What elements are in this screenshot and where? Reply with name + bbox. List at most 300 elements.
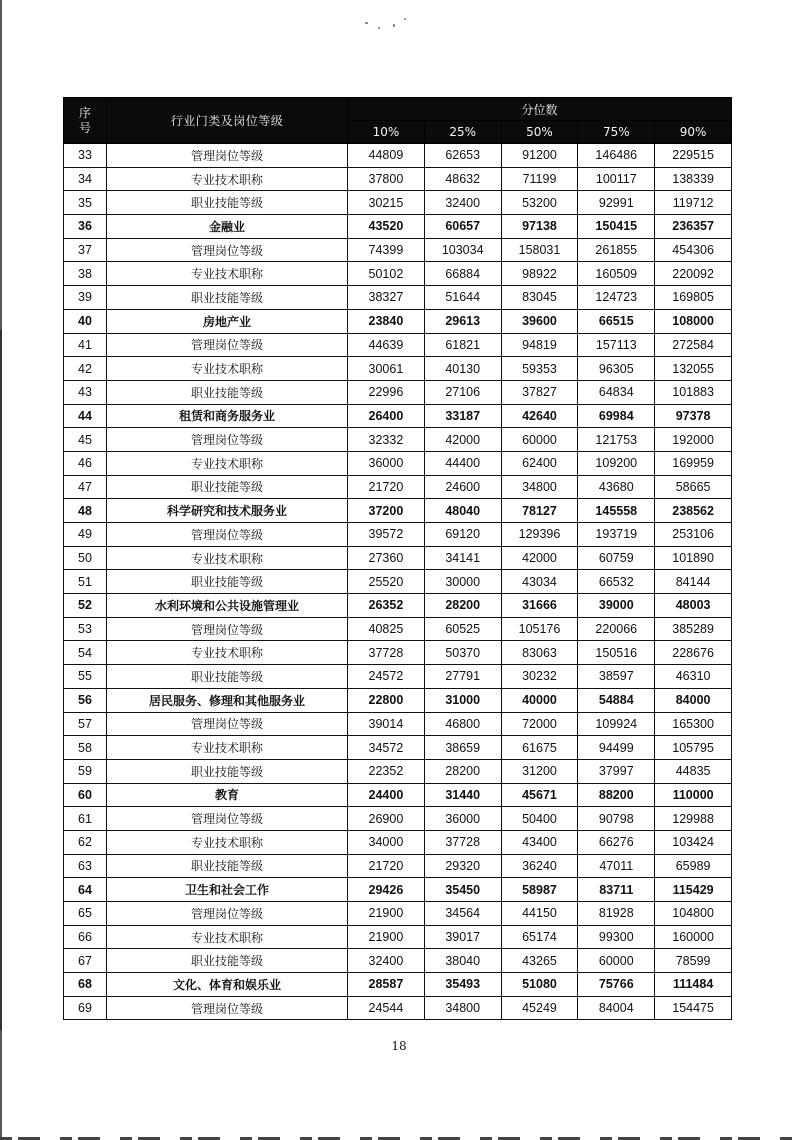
cell-p25: 50370 <box>424 641 501 665</box>
cell-p50: 83063 <box>501 641 578 665</box>
row-seq: 35 <box>64 191 107 215</box>
row-name: 职业技能等级 <box>107 380 348 404</box>
row-seq: 45 <box>64 428 107 452</box>
cell-p50: 97138 <box>501 215 578 239</box>
table-row <box>64 286 732 310</box>
row-name: 科学研究和技术服务业 <box>107 499 348 523</box>
cell-p25: 37728 <box>424 830 501 854</box>
row-seq: 59 <box>64 759 107 783</box>
cell-p50: 72000 <box>501 712 578 736</box>
table-header <box>64 98 732 144</box>
cell-p25: 38659 <box>424 736 501 760</box>
cell-p25: 28200 <box>424 594 501 618</box>
cell-p10: 32400 <box>348 949 425 973</box>
row-name: 专业技术职称 <box>107 925 348 949</box>
cell-p90: 115429 <box>655 878 732 902</box>
cell-p10: 24572 <box>348 665 425 689</box>
cell-p50: 61675 <box>501 736 578 760</box>
table-row <box>64 451 732 475</box>
cell-p50: 105176 <box>501 617 578 641</box>
cell-p90: 105795 <box>655 736 732 760</box>
industry-category-row <box>64 594 732 618</box>
cell-p75: 99300 <box>578 925 655 949</box>
cell-p90: 236357 <box>655 215 732 239</box>
cell-p75: 54884 <box>578 688 655 712</box>
cell-p50: 37827 <box>501 380 578 404</box>
cell-p90: 385289 <box>655 617 732 641</box>
cell-p10: 37200 <box>348 499 425 523</box>
cell-p50: 44150 <box>501 902 578 926</box>
cell-p25: 32400 <box>424 191 501 215</box>
cell-p90: 65989 <box>655 854 732 878</box>
cell-p75: 160509 <box>578 262 655 286</box>
page-number: 18 <box>391 1039 407 1053</box>
cell-p75: 37997 <box>578 759 655 783</box>
row-name: 专业技术职称 <box>107 357 348 381</box>
cell-p25: 103034 <box>424 238 501 262</box>
row-seq: 58 <box>64 736 107 760</box>
cell-p10: 25520 <box>348 570 425 594</box>
wage-percentile-table <box>63 97 732 1020</box>
cell-p25: 33187 <box>424 404 501 428</box>
cell-p10: 21720 <box>348 854 425 878</box>
cell-p50: 94819 <box>501 333 578 357</box>
cell-p75: 47011 <box>578 854 655 878</box>
row-name: 管理岗位等级 <box>107 144 348 168</box>
row-seq: 33 <box>64 144 107 168</box>
cell-p10: 36000 <box>348 451 425 475</box>
row-name: 管理岗位等级 <box>107 807 348 831</box>
table-row <box>64 475 732 499</box>
row-name: 专业技术职称 <box>107 167 348 191</box>
cell-p25: 66884 <box>424 262 501 286</box>
cell-p25: 27791 <box>424 665 501 689</box>
header-p90: 90% <box>655 121 732 144</box>
cell-p90: 119712 <box>655 191 732 215</box>
row-name: 金融业 <box>107 215 348 239</box>
cell-p10: 34572 <box>348 736 425 760</box>
industry-category-row <box>64 404 732 428</box>
row-name: 专业技术职称 <box>107 830 348 854</box>
cell-p75: 109200 <box>578 451 655 475</box>
cell-p10: 21900 <box>348 902 425 926</box>
cell-p75: 90798 <box>578 807 655 831</box>
table-row <box>64 925 732 949</box>
cell-p50: 30232 <box>501 665 578 689</box>
cell-p50: 58987 <box>501 878 578 902</box>
table-row <box>64 144 732 168</box>
cell-p10: 74399 <box>348 238 425 262</box>
cell-p90: 111484 <box>655 973 732 997</box>
cell-p50: 43400 <box>501 830 578 854</box>
cell-p50: 83045 <box>501 286 578 310</box>
cell-p50: 31200 <box>501 759 578 783</box>
cell-p10: 30061 <box>348 357 425 381</box>
row-name: 管理岗位等级 <box>107 996 348 1020</box>
cell-p10: 39014 <box>348 712 425 736</box>
cell-p90: 101883 <box>655 380 732 404</box>
cell-p75: 261855 <box>578 238 655 262</box>
cell-p50: 34800 <box>501 475 578 499</box>
cell-p25: 34564 <box>424 902 501 926</box>
cell-p25: 29613 <box>424 309 501 333</box>
table-row <box>64 902 732 926</box>
header-seq: 序 号 <box>64 98 107 144</box>
row-name: 专业技术职称 <box>107 451 348 475</box>
cell-p75: 60000 <box>578 949 655 973</box>
cell-p75: 94499 <box>578 736 655 760</box>
cell-p90: 220092 <box>655 262 732 286</box>
scan-speck <box>378 27 380 29</box>
cell-p75: 69984 <box>578 404 655 428</box>
cell-p75: 66532 <box>578 570 655 594</box>
cell-p50: 51080 <box>501 973 578 997</box>
cell-p10: 39572 <box>348 523 425 547</box>
cell-p50: 43034 <box>501 570 578 594</box>
table-row <box>64 428 732 452</box>
cell-p10: 44809 <box>348 144 425 168</box>
cell-p25: 36000 <box>424 807 501 831</box>
row-name: 房地产业 <box>107 309 348 333</box>
cell-p25: 60657 <box>424 215 501 239</box>
cell-p90: 46310 <box>655 665 732 689</box>
cell-p50: 98922 <box>501 262 578 286</box>
cell-p75: 220066 <box>578 617 655 641</box>
scan-speck <box>404 18 406 20</box>
cell-p90: 58665 <box>655 475 732 499</box>
cell-p75: 145558 <box>578 499 655 523</box>
row-seq: 63 <box>64 854 107 878</box>
table-row <box>64 854 732 878</box>
row-seq: 55 <box>64 665 107 689</box>
table-row <box>64 665 732 689</box>
row-name: 职业技能等级 <box>107 665 348 689</box>
row-seq: 65 <box>64 902 107 926</box>
table-row <box>64 996 732 1020</box>
cell-p10: 38327 <box>348 286 425 310</box>
cell-p10: 37800 <box>348 167 425 191</box>
row-seq: 42 <box>64 357 107 381</box>
cell-p90: 160000 <box>655 925 732 949</box>
table-row <box>64 736 732 760</box>
header-percentile-group: 分位数 <box>348 98 732 121</box>
cell-p25: 44400 <box>424 451 501 475</box>
row-seq: 67 <box>64 949 107 973</box>
cell-p50: 71199 <box>501 167 578 191</box>
cell-p75: 124723 <box>578 286 655 310</box>
cell-p90: 103424 <box>655 830 732 854</box>
cell-p90: 228676 <box>655 641 732 665</box>
cell-p10: 28587 <box>348 973 425 997</box>
row-name: 居民服务、修理和其他服务业 <box>107 688 348 712</box>
cell-p75: 100117 <box>578 167 655 191</box>
cell-p50: 42640 <box>501 404 578 428</box>
cell-p50: 40000 <box>501 688 578 712</box>
table-row <box>64 759 732 783</box>
cell-p10: 30215 <box>348 191 425 215</box>
cell-p90: 138339 <box>655 167 732 191</box>
table-row <box>64 830 732 854</box>
cell-p75: 121753 <box>578 428 655 452</box>
industry-category-row <box>64 215 732 239</box>
row-seq: 56 <box>64 688 107 712</box>
cell-p90: 110000 <box>655 783 732 807</box>
row-name: 管理岗位等级 <box>107 428 348 452</box>
table-row <box>64 617 732 641</box>
cell-p75: 146486 <box>578 144 655 168</box>
cell-p50: 45671 <box>501 783 578 807</box>
cell-p25: 60525 <box>424 617 501 641</box>
cell-p10: 21900 <box>348 925 425 949</box>
row-name: 租赁和商务服务业 <box>107 404 348 428</box>
cell-p75: 109924 <box>578 712 655 736</box>
cell-p90: 97378 <box>655 404 732 428</box>
cell-p25: 42000 <box>424 428 501 452</box>
row-seq: 34 <box>64 167 107 191</box>
cell-p75: 88200 <box>578 783 655 807</box>
cell-p25: 34141 <box>424 546 501 570</box>
cell-p90: 253106 <box>655 523 732 547</box>
cell-p50: 62400 <box>501 451 578 475</box>
row-seq: 54 <box>64 641 107 665</box>
cell-p25: 62653 <box>424 144 501 168</box>
row-name: 管理岗位等级 <box>107 523 348 547</box>
table-row <box>64 523 732 547</box>
row-name: 职业技能等级 <box>107 191 348 215</box>
header-p25: 25% <box>424 121 501 144</box>
industry-category-row <box>64 973 732 997</box>
cell-p90: 44835 <box>655 759 732 783</box>
row-seq: 36 <box>64 215 107 239</box>
row-seq: 62 <box>64 830 107 854</box>
cell-p10: 26352 <box>348 594 425 618</box>
scan-edge <box>0 330 2 1030</box>
cell-p25: 31440 <box>424 783 501 807</box>
header-p10: 10% <box>348 121 425 144</box>
row-seq: 60 <box>64 783 107 807</box>
cell-p50: 45249 <box>501 996 578 1020</box>
cell-p50: 42000 <box>501 546 578 570</box>
cell-p90: 154475 <box>655 996 732 1020</box>
cell-p10: 21720 <box>348 475 425 499</box>
row-name: 管理岗位等级 <box>107 333 348 357</box>
cell-p75: 157113 <box>578 333 655 357</box>
cell-p10: 23840 <box>348 309 425 333</box>
cell-p90: 229515 <box>655 144 732 168</box>
cell-p75: 66276 <box>578 830 655 854</box>
cell-p75: 84004 <box>578 996 655 1020</box>
header-industry: 行业门类及岗位等级 <box>107 98 348 144</box>
cell-p10: 43520 <box>348 215 425 239</box>
row-seq: 39 <box>64 286 107 310</box>
cell-p75: 150415 <box>578 215 655 239</box>
cell-p10: 27360 <box>348 546 425 570</box>
row-seq: 46 <box>64 451 107 475</box>
row-name: 文化、体育和娱乐业 <box>107 973 348 997</box>
cell-p50: 53200 <box>501 191 578 215</box>
cell-p25: 40130 <box>424 357 501 381</box>
table-row <box>64 262 732 286</box>
row-seq: 68 <box>64 973 107 997</box>
cell-p90: 192000 <box>655 428 732 452</box>
table-row <box>64 357 732 381</box>
table-body <box>64 144 732 1020</box>
row-seq: 51 <box>64 570 107 594</box>
row-name: 教育 <box>107 783 348 807</box>
row-seq: 44 <box>64 404 107 428</box>
row-name: 专业技术职称 <box>107 736 348 760</box>
header-p50: 50% <box>501 121 578 144</box>
cell-p50: 78127 <box>501 499 578 523</box>
cell-p25: 38040 <box>424 949 501 973</box>
cell-p75: 66515 <box>578 309 655 333</box>
row-name: 专业技术职称 <box>107 546 348 570</box>
row-seq: 49 <box>64 523 107 547</box>
row-seq: 69 <box>64 996 107 1020</box>
table-row <box>64 238 732 262</box>
cell-p50: 50400 <box>501 807 578 831</box>
row-seq: 61 <box>64 807 107 831</box>
cell-p10: 32332 <box>348 428 425 452</box>
cell-p10: 34000 <box>348 830 425 854</box>
row-seq: 43 <box>64 380 107 404</box>
cell-p90: 272584 <box>655 333 732 357</box>
cell-p25: 48632 <box>424 167 501 191</box>
row-name: 专业技术职称 <box>107 262 348 286</box>
scan-speck <box>393 24 395 27</box>
row-name: 职业技能等级 <box>107 475 348 499</box>
cell-p75: 75766 <box>578 973 655 997</box>
cell-p25: 30000 <box>424 570 501 594</box>
cell-p25: 35450 <box>424 878 501 902</box>
row-seq: 66 <box>64 925 107 949</box>
cell-p25: 39017 <box>424 925 501 949</box>
cell-p25: 27106 <box>424 380 501 404</box>
cell-p90: 108000 <box>655 309 732 333</box>
industry-category-row <box>64 688 732 712</box>
cell-p10: 22352 <box>348 759 425 783</box>
row-name: 管理岗位等级 <box>107 238 348 262</box>
cell-p90: 238562 <box>655 499 732 523</box>
cell-p50: 65174 <box>501 925 578 949</box>
cell-p90: 101890 <box>655 546 732 570</box>
cell-p25: 34800 <box>424 996 501 1020</box>
industry-category-row <box>64 499 732 523</box>
cell-p25: 48040 <box>424 499 501 523</box>
row-name: 职业技能等级 <box>107 759 348 783</box>
table-row <box>64 380 732 404</box>
cell-p25: 51644 <box>424 286 501 310</box>
cell-p10: 26900 <box>348 807 425 831</box>
cell-p75: 39000 <box>578 594 655 618</box>
row-seq: 37 <box>64 238 107 262</box>
cell-p10: 44639 <box>348 333 425 357</box>
cell-p50: 36240 <box>501 854 578 878</box>
row-name: 水利环境和公共设施管理业 <box>107 594 348 618</box>
cell-p75: 83711 <box>578 878 655 902</box>
row-seq: 48 <box>64 499 107 523</box>
cell-p10: 22800 <box>348 688 425 712</box>
industry-category-row <box>64 309 732 333</box>
cell-p25: 35493 <box>424 973 501 997</box>
cell-p50: 39600 <box>501 309 578 333</box>
header-p75: 75% <box>578 121 655 144</box>
row-name: 职业技能等级 <box>107 854 348 878</box>
cell-p25: 31000 <box>424 688 501 712</box>
row-seq: 64 <box>64 878 107 902</box>
table-row <box>64 191 732 215</box>
cell-p90: 169959 <box>655 451 732 475</box>
cell-p75: 43680 <box>578 475 655 499</box>
row-name: 管理岗位等级 <box>107 617 348 641</box>
row-seq: 57 <box>64 712 107 736</box>
row-name: 职业技能等级 <box>107 286 348 310</box>
row-name: 职业技能等级 <box>107 949 348 973</box>
cell-p90: 78599 <box>655 949 732 973</box>
row-seq: 40 <box>64 309 107 333</box>
cell-p25: 69120 <box>424 523 501 547</box>
scan-speck <box>365 22 368 24</box>
cell-p10: 24544 <box>348 996 425 1020</box>
table-row <box>64 807 732 831</box>
cell-p90: 104800 <box>655 902 732 926</box>
cell-p25: 29320 <box>424 854 501 878</box>
row-name: 管理岗位等级 <box>107 902 348 926</box>
cell-p50: 91200 <box>501 144 578 168</box>
cell-p75: 64834 <box>578 380 655 404</box>
row-seq: 47 <box>64 475 107 499</box>
cell-p25: 24600 <box>424 475 501 499</box>
row-seq: 41 <box>64 333 107 357</box>
cell-p10: 40825 <box>348 617 425 641</box>
cell-p75: 96305 <box>578 357 655 381</box>
cell-p50: 129396 <box>501 523 578 547</box>
row-name: 管理岗位等级 <box>107 712 348 736</box>
cell-p75: 193719 <box>578 523 655 547</box>
cell-p75: 60759 <box>578 546 655 570</box>
cell-p90: 48003 <box>655 594 732 618</box>
cell-p10: 29426 <box>348 878 425 902</box>
cell-p50: 59353 <box>501 357 578 381</box>
row-seq: 53 <box>64 617 107 641</box>
row-name: 卫生和社会工作 <box>107 878 348 902</box>
row-seq: 50 <box>64 546 107 570</box>
table-row <box>64 167 732 191</box>
row-seq: 52 <box>64 594 107 618</box>
table-row <box>64 641 732 665</box>
row-name: 职业技能等级 <box>107 570 348 594</box>
cell-p75: 92991 <box>578 191 655 215</box>
cell-p75: 150516 <box>578 641 655 665</box>
cell-p10: 22996 <box>348 380 425 404</box>
cell-p10: 50102 <box>348 262 425 286</box>
cell-p90: 84000 <box>655 688 732 712</box>
cell-p90: 129988 <box>655 807 732 831</box>
cell-p90: 165300 <box>655 712 732 736</box>
cell-p90: 84144 <box>655 570 732 594</box>
industry-category-row <box>64 783 732 807</box>
cell-p25: 46800 <box>424 712 501 736</box>
cell-p10: 24400 <box>348 783 425 807</box>
cell-p50: 31666 <box>501 594 578 618</box>
cell-p90: 132055 <box>655 357 732 381</box>
table-row <box>64 949 732 973</box>
cell-p25: 28200 <box>424 759 501 783</box>
table-row <box>64 546 732 570</box>
cell-p90: 454306 <box>655 238 732 262</box>
cell-p75: 38597 <box>578 665 655 689</box>
cell-p50: 158031 <box>501 238 578 262</box>
